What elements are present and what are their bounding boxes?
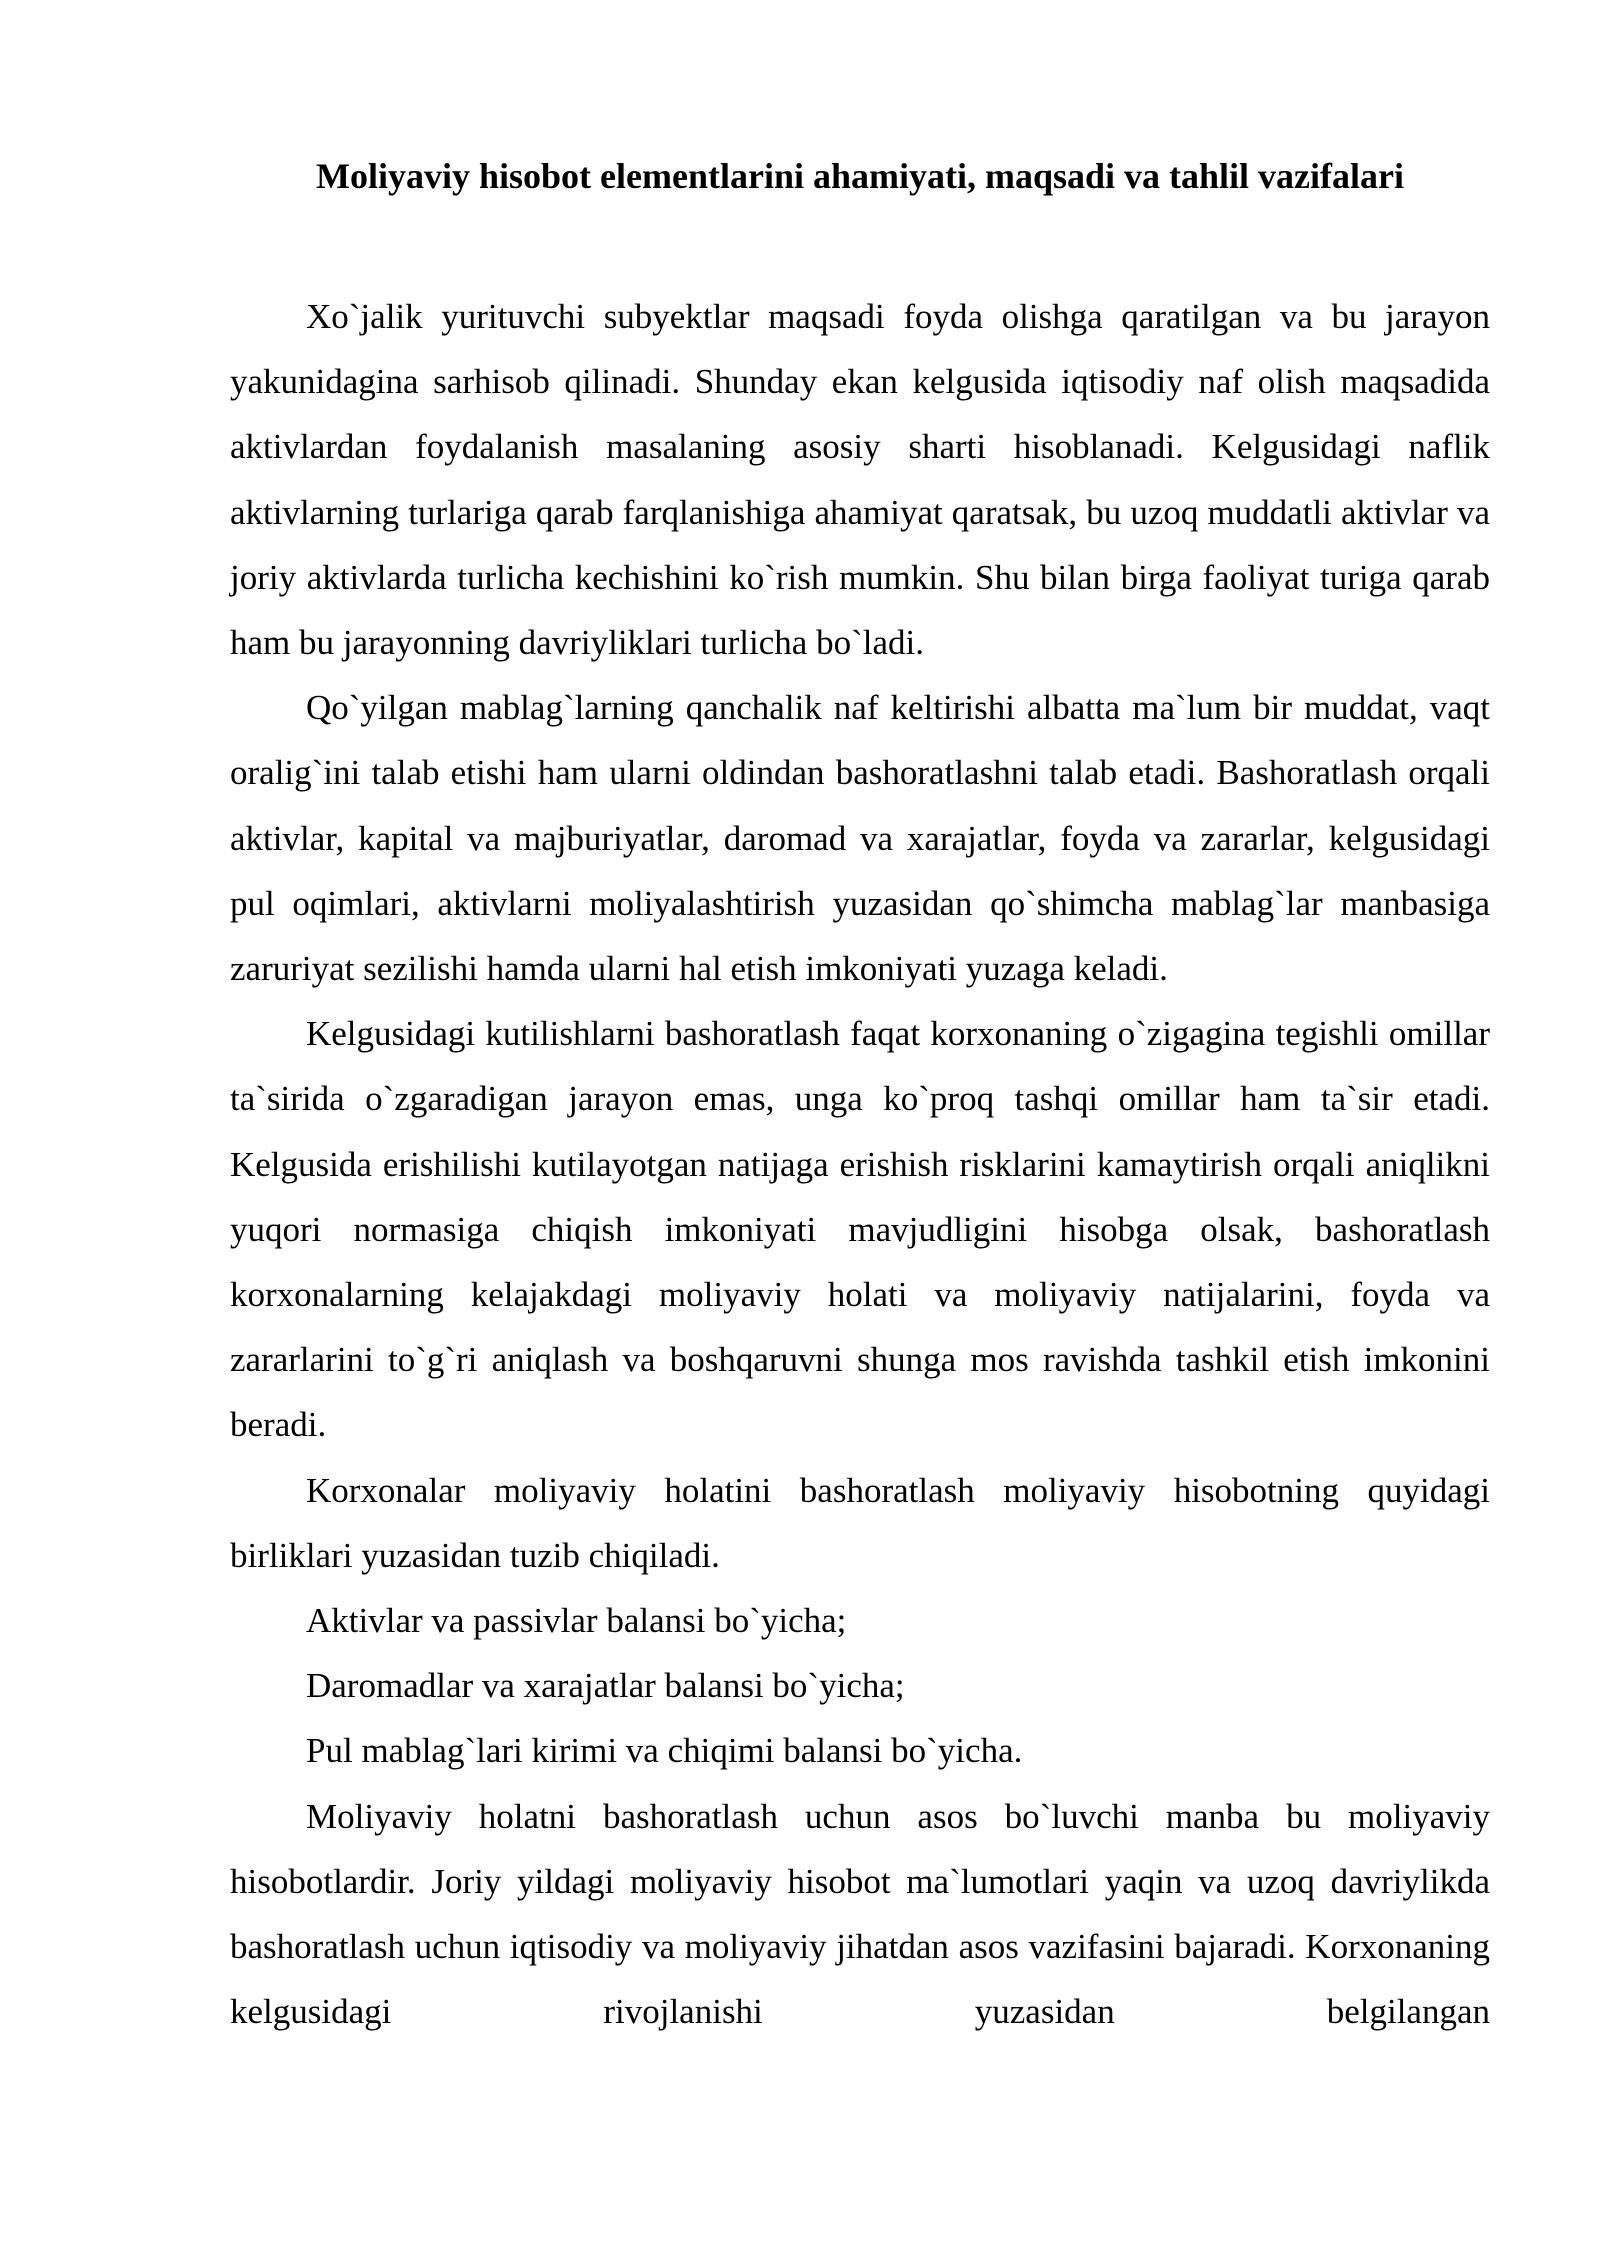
document-title: Moliyaviy hisobot elementlarini ahamiyati, maqsadi va tahlil vazifalari	[316, 156, 1404, 196]
closing-paragraph: Moliyaviy holatni bashoratlash uchun asos bo`luvchi manba bu moliyaviy hisobotlardir. Joriy yildagi moliyaviy hisobot ma`lumotlari yaqin va uzoq davriylikda bashoratlash uchun iqtisodiy va moliyaviy jihatdan asos vazifasini bajaradi. Korxonaning kelgusidagi rivojlanishi yuzasidan belgilangan	[230, 1796, 1490, 2032]
paragraph: Xo`jalik yurituvchi subyektlar maqsadi foyda olishga qaratilgan va bu jarayon yakunidagina sarhisob qilinadi. Shunday ekan kelgusida iqtisodiy naf olish maqsadida aktivlardan foydalanish masalaning asosiy sharti hisoblanadi. Kelgusidagi naflik aktivlarning turlariga qarab farqlanishiga ahamiyat qaratsak, bu uzoq muddatli aktivlar va joriy aktivlarda turlicha kechishini ko`rish mumkin. Shu bilan birga faoliyat turiga qarab ham bu jarayonning davriyliklari turlicha bo`ladi.	[230, 297, 1490, 663]
document-body	[230, 284, 1490, 2044]
list-item: Pul mablag`lari kirimi va chiqimi balansi bo`yicha.	[306, 1731, 1023, 1771]
paragraph: Qo`yilgan mablag`larning qanchalik naf keltirishi albatta ma`lum bir muddat, vaqt oralig`ini talab etishi ham ularni oldindan bashoratlashni talab etadi. Bashoratlash orqali aktivlar, kapital va majburiyatlar, daromad va xarajatlar, foyda va zararlar, kelgusidagi pul oqimlari, aktivlarni moliyalashtirish yuzasidan qo`shimcha mablag`lar manbasiga zaruriyat sezilishi hamda ularni hal etish imkoniyati yuzaga keladi.	[230, 688, 1490, 989]
list-item: Daromadlar va xarajatlar balansi bo`yicha;	[306, 1666, 905, 1706]
paragraph: Kelgusidagi kutilishlarni bashoratlash faqat korxonaning o`zigagina tegishli omillar ta`sirida o`zgaradigan jarayon emas, unga ko`proq tashqi omillar ham ta`sir etadi. Kelgusida erishilishi kutilayotgan natijaga erishish risklarini kamaytirish orqali aniqlikni yuqori normasiga chiqish imkoniyati mavjudligini hisobga olsak, bashoratlash korxonalarning kelajakdagi moliyaviy holati va moliyaviy natijalarini, foyda va zararlarini to`g`ri aniqlash va boshqaruvni shunga mos ravishda tashkil etish imkonini beradi.	[230, 1014, 1490, 1445]
list-item: Aktivlar va passivlar balansi bo`yicha;	[306, 1601, 847, 1641]
paragraph: Korxonalar moliyaviy holatini bashoratlash moliyaviy hisobotning quyidagi birliklari yuzasidan tuzib chiqiladi.	[230, 1470, 1490, 1575]
